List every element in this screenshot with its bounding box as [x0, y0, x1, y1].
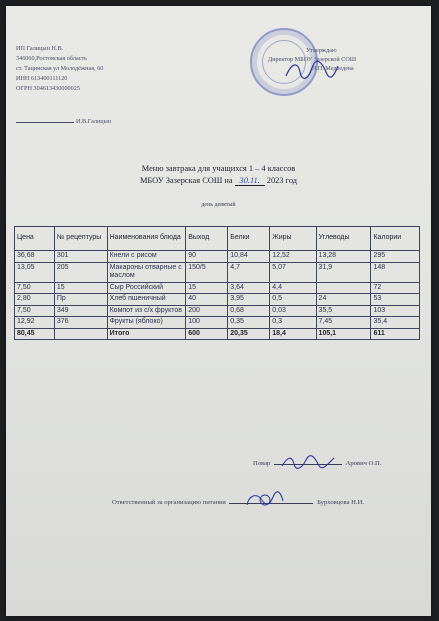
org-name: ИП Галицын Н.В.: [16, 45, 64, 52]
responsible-signature-block: [112, 499, 364, 506]
org-address-region: 346060,Ростовская область: [16, 55, 87, 62]
cell-recipe: 301: [54, 251, 107, 263]
cell-calories: 53: [371, 294, 420, 306]
cell-output: 200: [186, 305, 228, 317]
table-row: [15, 282, 420, 294]
approval-block: [268, 46, 356, 73]
cell-fats: 0,03: [270, 305, 316, 317]
cell-carbs: 7,45: [316, 317, 371, 329]
cell-recipe: Пр: [54, 294, 107, 306]
cell-carbs: 13,28: [316, 251, 371, 263]
cell-calories: 103: [371, 305, 420, 317]
cell-recipe: 349: [54, 305, 107, 317]
col-output: Выход: [186, 227, 228, 251]
cell-output: 90: [186, 251, 228, 263]
menu-subtitle: [6, 176, 431, 186]
org-signature-line: [16, 118, 111, 125]
cell-price: 7,50: [15, 282, 55, 294]
total-recipe: [54, 328, 107, 340]
cell-price: 13,05: [15, 262, 55, 282]
col-fats: Жиры: [270, 227, 316, 251]
total-label: Итого: [107, 328, 186, 340]
table-row: [15, 294, 420, 306]
cook-label: Повар: [253, 460, 271, 467]
cell-carbs: [316, 282, 371, 294]
menu-table: [14, 226, 420, 340]
cell-fats: 12,52: [270, 251, 316, 263]
cell-calories: 295: [371, 251, 420, 263]
menu-date: 30.11.: [235, 176, 265, 186]
cell-output: 100: [186, 317, 228, 329]
cell-output: 150/5: [186, 262, 228, 282]
col-dish: Наименования блюда: [107, 227, 186, 251]
col-carbs: Углеводы: [316, 227, 371, 251]
cell-recipe: 376: [54, 317, 107, 329]
table-row: [15, 262, 420, 282]
total-carbs: 105,1: [316, 328, 371, 340]
cell-dish: Сыр Российский: [107, 282, 186, 294]
menu-title: Меню завтрака для учащихся 1 – 4 классов: [141, 164, 296, 173]
cell-output: 15: [186, 282, 228, 294]
total-fats: 18,4: [270, 328, 316, 340]
total-proteins: 20,35: [228, 328, 270, 340]
cell-dish: Макароны отварные с маслом: [107, 262, 186, 282]
col-calories: Калории: [371, 227, 420, 251]
document-sheet: [6, 6, 431, 616]
org-inn: ИНН 613400111120: [16, 75, 68, 82]
cell-carbs: 31,9: [316, 262, 371, 282]
menu-year: 2023 год: [266, 176, 298, 185]
cell-carbs: 35,5: [316, 305, 371, 317]
cell-fats: 0,3: [270, 317, 316, 329]
responsible-name: Бурховцова Н.И.: [317, 499, 364, 506]
cell-dish: Компот из с/х фруктов: [107, 305, 186, 317]
cell-fats: 0,5: [270, 294, 316, 306]
cell-calories: 72: [371, 282, 420, 294]
cell-recipe: 15: [54, 282, 107, 294]
total-price: 80,45: [15, 328, 55, 340]
responsible-signature-icon: [243, 491, 287, 509]
responsible-label: Ответственный за организацию питания: [112, 499, 226, 506]
cell-dish: Фрукты (яблоко): [107, 317, 186, 329]
cell-calories: 148: [371, 262, 420, 282]
org-ogrn: ОГРН 304613430000025: [16, 85, 80, 92]
org-signer: И.В.Галицын: [76, 118, 112, 125]
cell-price: 2,80: [15, 294, 55, 306]
cell-fats: 4,4: [270, 282, 316, 294]
org-address-street: ст. Тацинская ул Молодёжная, 60: [16, 65, 104, 72]
school-name: МБОУ Зазерская СОШ на: [139, 176, 233, 185]
approval-name: Л.П. Медведева: [312, 65, 354, 72]
cook-signature-icon: [280, 454, 336, 470]
cell-price: 36,68: [15, 251, 55, 263]
cell-output: 40: [186, 294, 228, 306]
cell-proteins: 3,95: [228, 294, 270, 306]
cell-fats: 5,07: [270, 262, 316, 282]
col-proteins: Белки: [228, 227, 270, 251]
cell-dish: Хлеб пшеничный: [107, 294, 186, 306]
cell-proteins: 4,7: [228, 262, 270, 282]
table-row: [15, 251, 420, 263]
table-row: [15, 317, 420, 329]
total-calories: 611: [371, 328, 420, 340]
cell-proteins: 3,64: [228, 282, 270, 294]
approval-word: Утверждаю: [306, 47, 337, 54]
cell-carbs: 24: [316, 294, 371, 306]
col-recipe: № рецептуры: [54, 227, 107, 251]
organization-details: [16, 44, 103, 94]
total-output: 600: [186, 328, 228, 340]
cell-calories: 35,4: [371, 317, 420, 329]
cell-proteins: 10,84: [228, 251, 270, 263]
table-total-row: [15, 328, 420, 340]
cook-name: Арович О.П.: [345, 460, 382, 467]
cell-proteins: 0,68: [228, 305, 270, 317]
table-header-row: [15, 227, 420, 251]
col-price: Цена: [15, 227, 55, 251]
cell-recipe: 205: [54, 262, 107, 282]
cell-proteins: 0,35: [228, 317, 270, 329]
cook-signature-block: [253, 460, 381, 467]
cell-dish: Кнели с рисом: [107, 251, 186, 263]
menu-day: день девятый: [201, 202, 236, 208]
cell-price: 12,92: [15, 317, 55, 329]
approval-position: Директор МБОУ Зазерской СОШ: [268, 56, 357, 63]
table-row: [15, 305, 420, 317]
cell-price: 7,50: [15, 305, 55, 317]
